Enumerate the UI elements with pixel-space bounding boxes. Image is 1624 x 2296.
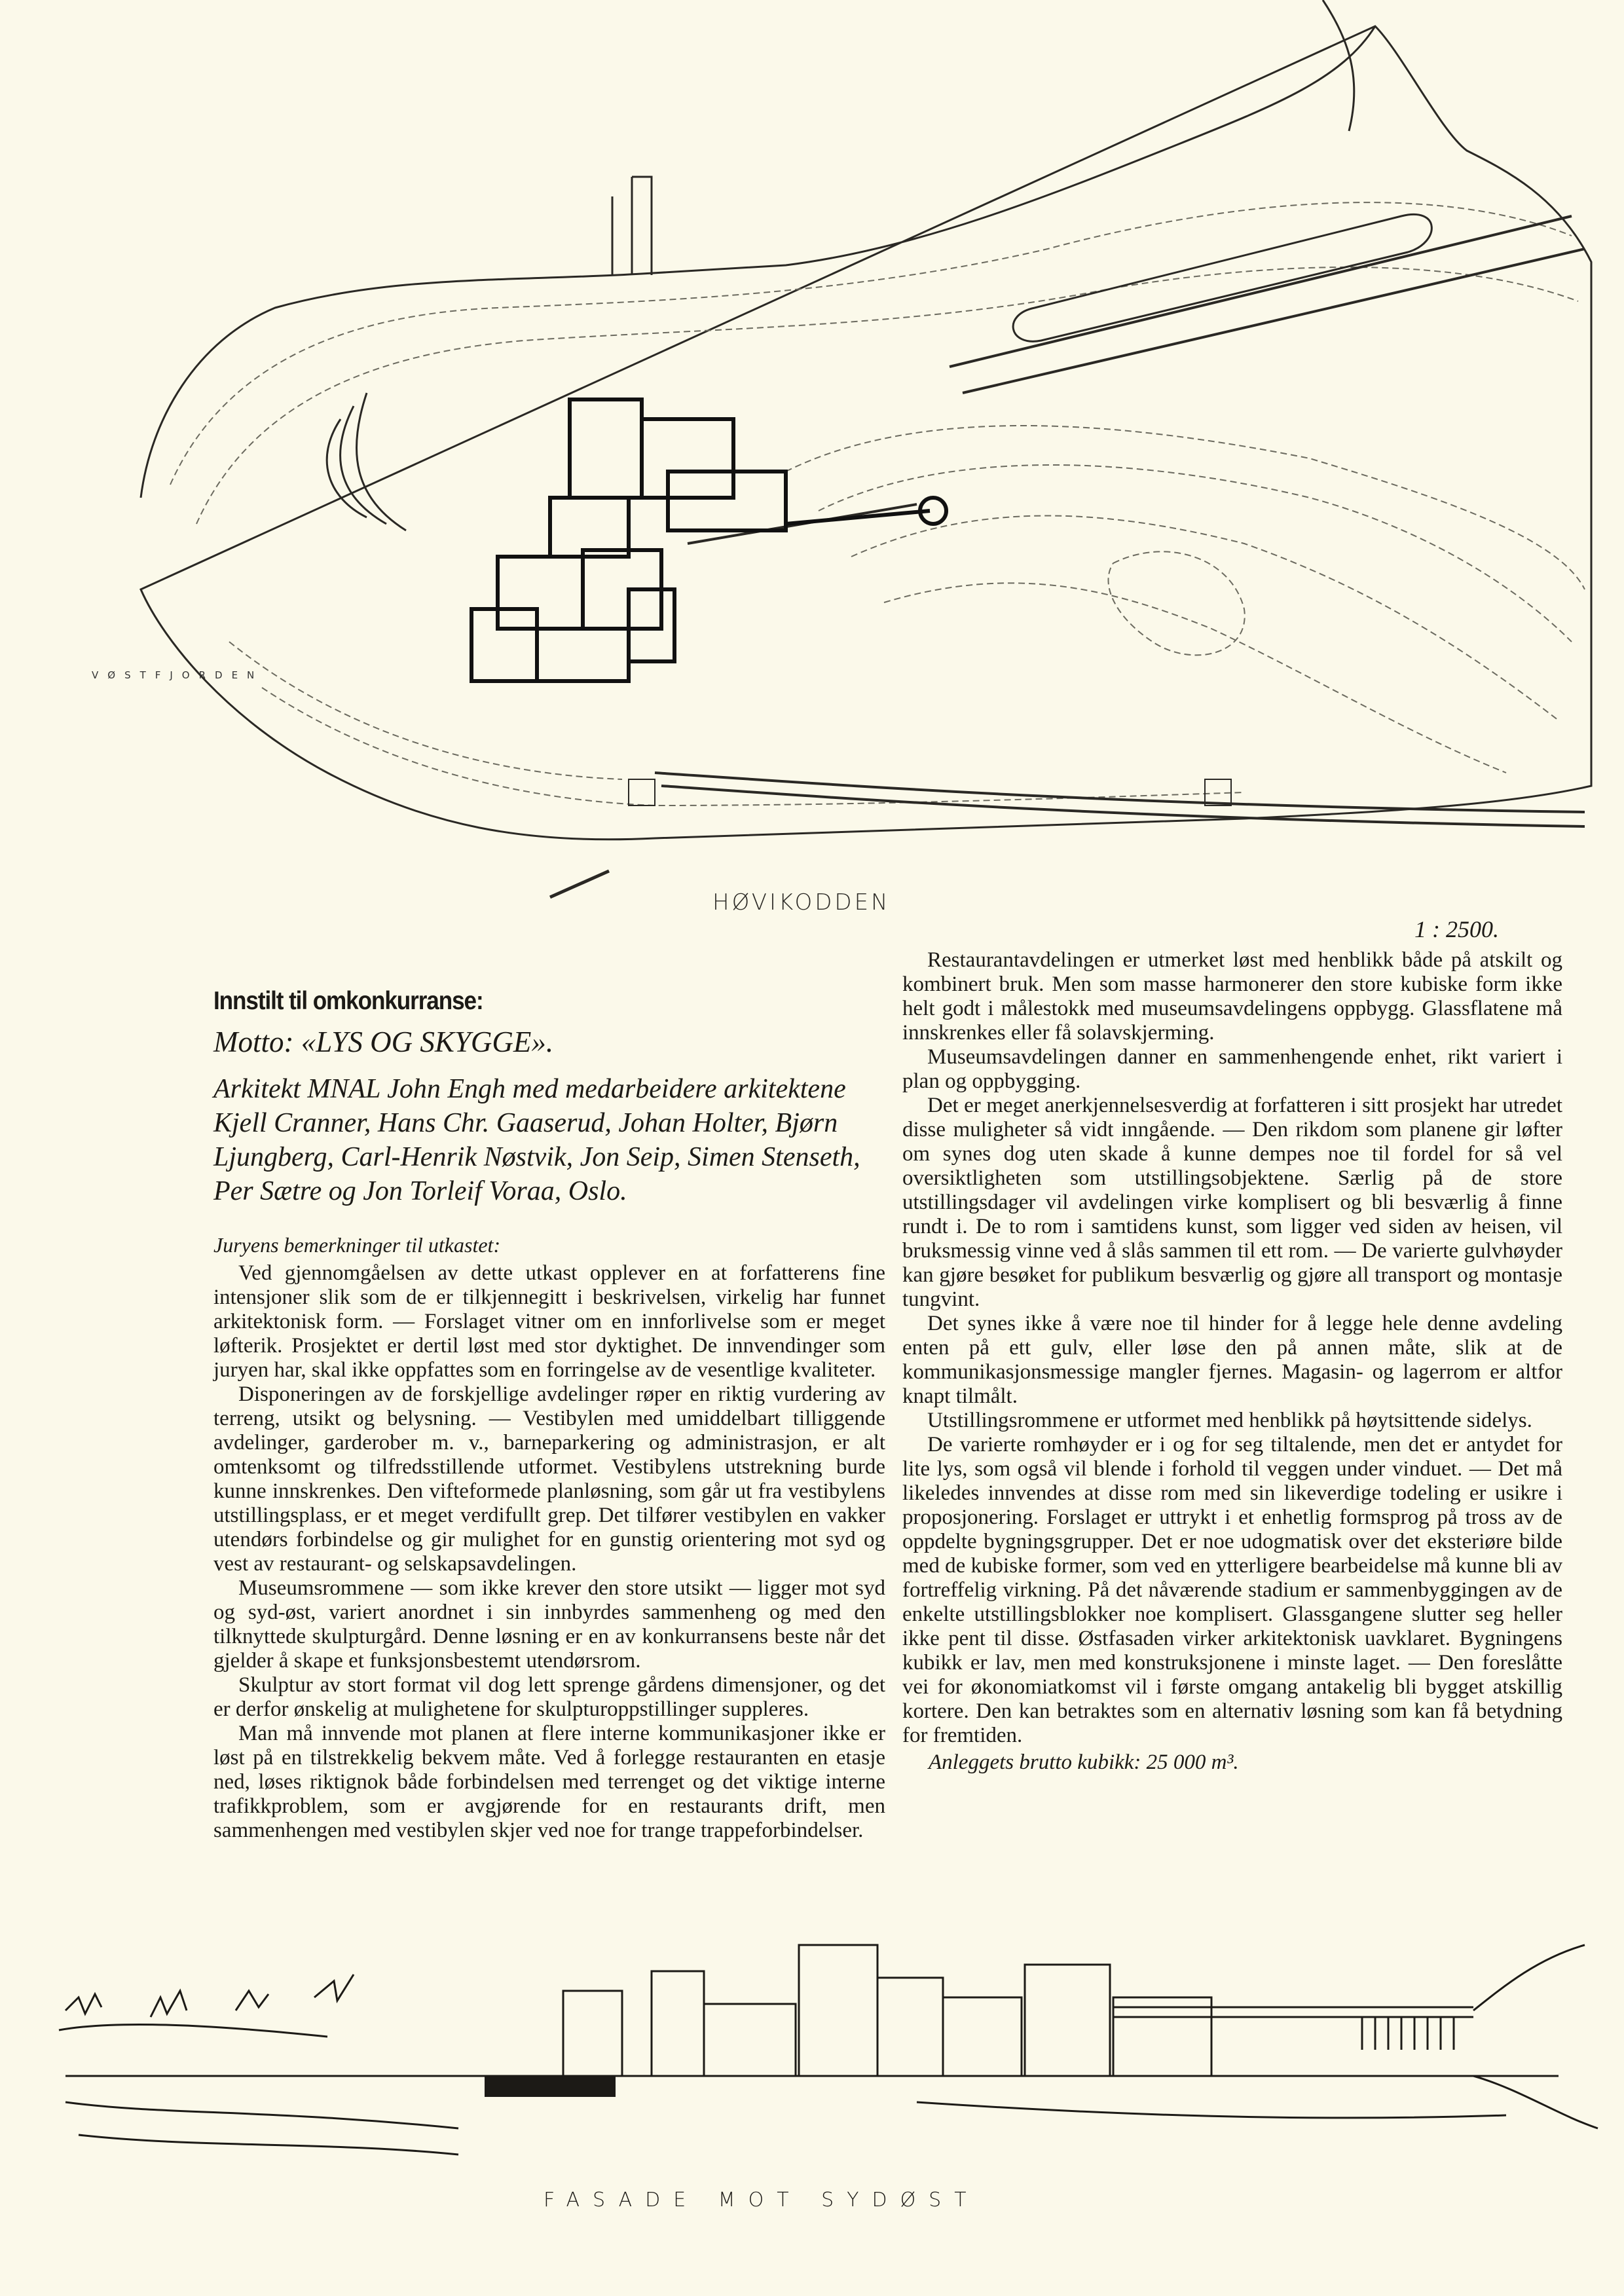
paragraph: Museumsavdelingen danner en sammenhengende enhet, rikt variert i plan og oppbygging.	[902, 1045, 1562, 1093]
colonnade	[1362, 2017, 1454, 2050]
parking-loop	[1013, 214, 1431, 341]
right-text-column	[902, 948, 1562, 1775]
motto: Motto: «LYS OG SKYGGE».	[213, 1026, 554, 1058]
elevation-caption: FASADE MOT SYDØST	[544, 2189, 980, 2212]
jury-heading: Juryens bemerkninger til utkastet:	[213, 1233, 501, 1257]
building-block	[1113, 1997, 1211, 2076]
basement-shadow	[485, 2076, 616, 2097]
paragraph: Museumsrommene — som ikke krever den store utsikt — ligger mot syd og syd-øst, variert anordnet i sin innbyrdes sammenheng og med den tilknyttede skulpturgård. Denne løsning er en av konkurransens beste når det gjelder å skape et funksjonsbestemt utendørsrom.	[213, 1576, 885, 1673]
glass-corridor	[1113, 2007, 1473, 2017]
paragraph: Ved gjennomgåelsen av dette utkast opplever en at forfatterens fine intensjoner slik som de er tilkjennegitt i beskrivelsen, virkelig har funnet arkitektonisk form. — Forslaget vitner om en innforlivelse som er meget løfterik. Prosjektet er dertil løst med stor dyktighet. De innvendinger som juryen har, skal ikke oppfattes som en forringelse av de vesentlige kvaliteter.	[213, 1261, 885, 1382]
section-heading: Innstilt til omkonkurranse:	[213, 987, 483, 1015]
paragraph: Restaurantavdelingen er utmerket løst med henblikk både på atskilt og kombinert bruk. Men som masse harmonerer den store kubiske form ikke helt godt i målestokk med museumsavdelingens oppbygg. Glassflatene må innskrenkes eller få solavskjerming.	[902, 948, 1562, 1045]
paragraph: Disponeringen av de forskjellige avdelinger røper en riktig vurdering av terreng, utsikt og belysning. — Vestibylen med umiddelbart tilliggende avdelinger, garderober m. v., barneparkering og administrasjon, er alt omtenksomt og tilfredsstillende utformet. Vestibylens utstrekning burde kunne innskrenkes. Den vifteformede planløsning, som går ut fra vestibylens utstillingsplass, er et meget verdifullt grep. Det tilfører vestibylen en vakker utendørs forbindelse og gir mulighet for en gunstig orientering mot syd og vest av restaurant- og selskapsavdelingen.	[213, 1382, 885, 1576]
paragraph: Det synes ikke å være noe til hinder for å legge hele denne avdeling enten på ett gulv, eller løse den på annen måte, slik at de kommunikasjonsmessige mangler fjernes. Magasin- og lagerrom er altfor knapt tilmålt.	[902, 1312, 1562, 1408]
elevation-drawing	[0, 1919, 1624, 2194]
fjord-label: VØSTFJORDEN	[92, 669, 264, 681]
place-name-label: HØVIKODDEN	[712, 889, 891, 916]
building-block	[799, 1945, 877, 2076]
site-plan-drawing	[0, 0, 1624, 917]
left-text-column	[213, 986, 885, 1843]
building-block	[652, 1971, 704, 2076]
paragraph: Man må innvende mot planen at flere interne kommunikasjoner ikke er løst på en tilstrekkelig bekvem måte. Ved å forlegge restauranten en etasje ned, løses riktignok både forbindelsen med terrenget og det viktige interne trafikkproblem, som er avgjørende for en restaurants drift, men sammenhengen med vestibylen skjer ved noe for trange trappeforbindelser.	[213, 1722, 885, 1842]
architects-credit: Arkitekt MNAL John Engh med medarbeidere arkitektene Kjell Cranner, Hans Chr. Gaaserud, Johan Holter, Bjørn Ljungberg, Carl-Henrik Nøstvik, Jon Seip, Simen Stenseth, Per Sætre og Jon Torleif Voraa, Oslo.	[213, 1074, 860, 1206]
building-block	[704, 2004, 796, 2076]
terrain-left	[59, 2024, 458, 2155]
paragraph: Skulptur av stort format vil dog lett sprenge gårdens dimensjoner, og det er derfor ønskelig at mulighetene for skulpturoppstillinger suppleres.	[213, 1673, 885, 1721]
scale-label: 1 : 2500.	[1414, 916, 1499, 942]
cubic-volume: Anleggets brutto kubikk: 25 000 m³.	[929, 1750, 1239, 1774]
paragraph: De varierte romhøyder er i og for seg tiltalende, men det er antydet for lite lys, som også vil blende i forhold til veggen under vinduet. — Det må likeledes innvendes at disse rom med sin likeverdige todeling er usikre i proposjonering. Forslaget er uttrykt i et enhetlig formsprog på tross av de oppdelte bygningsgrupper. Det er noe udogmatisk over det eksteriøre bilde med de kubiske former, som ved en ytterligere bearbeidelse må kunne bli av fortreffelig virkning. På det nåværende stadium er sammenbyggingen av de enkelte utstillingsblokker noe komplisert. Glassgangene slutter seg heller ikke pent til disse. Østfasaden virker arkitektonisk uavklaret. Bygningens kubikk er lav, men med konstruksjonene i minste laget. — Den foreslåtte vei for økonomiatkomst vil i første omgang antakelig bli bygget atskillig kortere. Den kan betraktes som en alternativ løsning som kan få betydning for fremtiden.	[902, 1433, 1562, 1747]
pier	[612, 177, 652, 275]
paragraph: Utstillingsrommene er utformet med henblikk på høytsittende sidelys.	[927, 1409, 1532, 1432]
trees-left	[65, 1974, 354, 2017]
paragraph: Det er meget anerkjennelsesverdig at forfatteren i sitt prosjekt har utredet disse muligheter så vidt inngående. — Den rikdom som planene gir løfter om synes dog uten skade å kunne dempes noe til fordel for så vel oversiktligheten som utstillingsobjektene. Særlig på de store utstillingsdager vil avdelingen virke komplisert og bli besværlig å finne rundt i. De to rom i samtidens kunst, som ligger ved siden av heisen, vil bruksmessig vinne ved å slås sammen til ett rom. — De varierte gulvhøyder kan gjøre besøket for publikum besværlig og gjøre all transport og montasje tungvint.	[902, 1094, 1562, 1311]
building-block	[1025, 1965, 1110, 2076]
building-block	[943, 1997, 1022, 2076]
contour-lines	[170, 202, 1585, 805]
building-block	[877, 1978, 943, 2076]
terrain-right	[917, 1945, 1598, 2128]
amphitheatre	[327, 393, 406, 530]
building-block	[563, 1991, 622, 2076]
